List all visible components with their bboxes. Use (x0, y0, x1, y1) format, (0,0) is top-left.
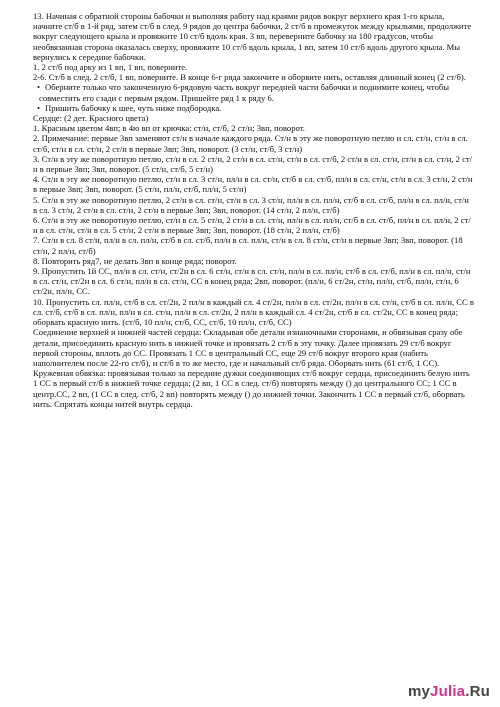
watermark-part-ru: .Ru (465, 683, 490, 700)
paragraph: 1. 2 ст/б под арку из 1 вп, 1 вп, поверните. (33, 62, 188, 73)
paragraph: 4. Ст/н в эту же поворотную петлю, ст/н в сл. 3 ст/н, пл/н в сл. ст/н, ст/б в сл. ст/б, пл/н в сл. ст/н, ст/н в сл. 3 ст/н, 2 ст/н в первые 3вп; 3вп, поворот. (5 ст/н, пл/н, ст/б, пл/н, 5 ст/н) (33, 174, 473, 195)
paragraph: 1. Красным цветом 4вп; в 4ю вп от крючка: ст/н, ст/б, 2 ст/н; 3вп, поворот. (33, 123, 305, 134)
paragraph: 3. Ст/н в эту же поворотную петлю, ст/н в сл. 2 ст/н, 2 ст/н в сл. ст/н, ст/н в сл. ст/б, 2 ст/н в сл. ст/н, ст/н в сл. ст/н, 2 ст/н в первые 3вп; 3вп, поворот. (5 ст/н, ст/б, 5 ст/н) (33, 153, 473, 175)
watermark-part-julia: Julia (430, 683, 466, 700)
paragraph: Соединение верхней и нижней частей сердца: Складывая обе детали изнаночными сторонами, и обвязывая сразу обе детали, присоединить красную нить в нижней точке и провязать 2 ст/б в эту точку. Далее провязать 29 ст/б вокруг первой стороны, вплоть до СС. Провязать 1 СС в центральный СС, еще 29 ст/б вокруг второго края (набить наполнителем после 22-го ст/б), и ст/б в то же место, где и начальный ст/б ряда. Оборвать нить (61 ст/б, 1 СС). (33, 327, 463, 368)
paragraph: 10. Пропустить сл. пл/н, ст/б в сл. ст/2н, 2 пл/н в каждый сл. 4 ст/2н, пл/н в сл. ст/2н, пл/н в сл. ст/н, ст/б в сл. пл/н, СС в сл. ст/б, ст/б в сл. пл/н, пл/н в сл. ст/н, пл/н в сл. ст/2н, 2 пл/н в каждый сл. 4 ст/2н, ст/б в сл. ст/2н, СС в конец ряда; оборвать красную нить. (ст/б, 10 пл/н, ст/б, СС, ст/б, 10 пл/н, ст/б, СС) (33, 296, 474, 328)
bullet-paragraph: • Оберните только что законченную 6-рядовую часть вокруг передней части бабочки и поднимите конец, чтобы совместить его сзади с первым рядом. Пришейте ряд 1 к ряду 6. (33, 82, 474, 102)
bullet-paragraph: • Пришить бабочку к шее, чуть ниже подбородка. (33, 103, 474, 113)
paragraph: 2. Примечание: первые 3вп заменяют ст/н в начале каждого ряда. Ст/н в эту же поворотную петлю и сл. ст/н, ст/н в сл. ст/б, ст/н в сл. ст/н, 2 ст/н в первые 3вп; 3вп, поворот. (3 ст/н, ст/б, 3 ст/н) (33, 133, 468, 154)
paragraph: 6. Ст/н в эту же поворотную петлю, ст/н в сл. 5 ст/н, 2 ст/н в сл. ст/н, пл/н в сл. пл/н, ст/б в сл. ст/б, пл/н в сл. пл/н, 2 ст/н в сл. ст/н, ст/н в сл. 5 ст/н, 2 ст/н в первые 3вп; 3вп, поворот. (18 ст/н, 2 пл/н, ст/б) (33, 215, 471, 236)
paragraph: 9. Пропустить 1й СС, пл/н в сл. ст/н, ст/2н в сл. 6 ст/н, ст/н в сл. ст/н, пл/н в сл. пл/н, ст/б в сл. ст/б, пл/н в сл. пл/н, ст/н в сл. ст/н, ст/2н в сл. 6 ст/н, пл/н в сл. ст/н, СС в конец ряда; 2вп, поворот. (пл/н, 6 ст/2н, ст/н, пл/н, ст/б, пл/н, ст/н, 6 ст/2н, пл/н, СС. (33, 266, 471, 297)
paragraph: 5. Ст/н в эту же поворотную петлю, 2 ст/н в сл. ст/н, ст/н в сл. 3 ст/н, пл/н в сл. пл/н, ст/б в сл. ст/б, пл/н в сл. пл/н, ст/н в сл. 3 ст/н, 2 ст/н в сл. ст/н, 2 ст/н в первые 3вп; 3вп, поворот. (14 ст/н, 2 пл/н, ст/б) (33, 194, 469, 215)
paragraph: 7. Ст/н в сл. 8 ст/н, пл/н в сл. пл/н, ст/б в сл. ст/б, пл/н в сл. пл/н, ст/н в сл. 8 ст/н, ст/н в первые 3вп; 3вп, поворот. (18 ст/н, 2 пл/н, ст/б) (33, 235, 463, 256)
paragraph: Сердце: (2 дет. Красного цвета) (33, 113, 149, 124)
paragraph: 13. Начиная с обратной стороны бабочки и выполняя работу над краями рядов вокруг верхнего края 1-го крыла, начните ст/б в 1-й ряд, затем ст/б в след. 9 рядов до центра бабочки, 2 ст/б в промежуток между крыльями, продолжите вокруг следующего крыла и провяжите 10 ст/б вдоль края. 3 вп, переверните бабочку на 180 градусов, чтобы необвязанная сторона оказалась сверху, провяжите 10 ст/б вдоль крыла, 1 вп, затем 10 ст/б вдоль другого крыла. Мы вернулись к середине бабочки. (33, 11, 472, 62)
paragraph: 2-6. Ст/б в след. 2 ст/б, 1 вп, поверните. В конце 6-г ряда закончите и оборвите нить, оставляя длинный конец (2 ст/б). (33, 72, 466, 83)
paragraph: Кружевная обвязка: провязывая только за передние дужки соединяющих ст/б вокруг сердца, присоединить белую нить 1 СС в первый ст/б в нижней точке сердца; (2 вп, 1 СС в след. ст/б) повторять между () до центрального СС; 1 СС в центр.СС, 2 вп, (1 СС в след. ст/б, 2 вп) повторять между () до нижней точки. Закончить 1 СС в первый ст/б, оборвать нить. Спрятать концы нитей внутрь сердца. (33, 368, 470, 409)
document-body (33, 11, 474, 409)
watermark-part-my: my (407, 683, 431, 700)
watermark-logo (408, 683, 490, 700)
paragraph: 8. Повторить ряд7, не делать 3вп в конце ряда; поворот. (33, 255, 237, 266)
